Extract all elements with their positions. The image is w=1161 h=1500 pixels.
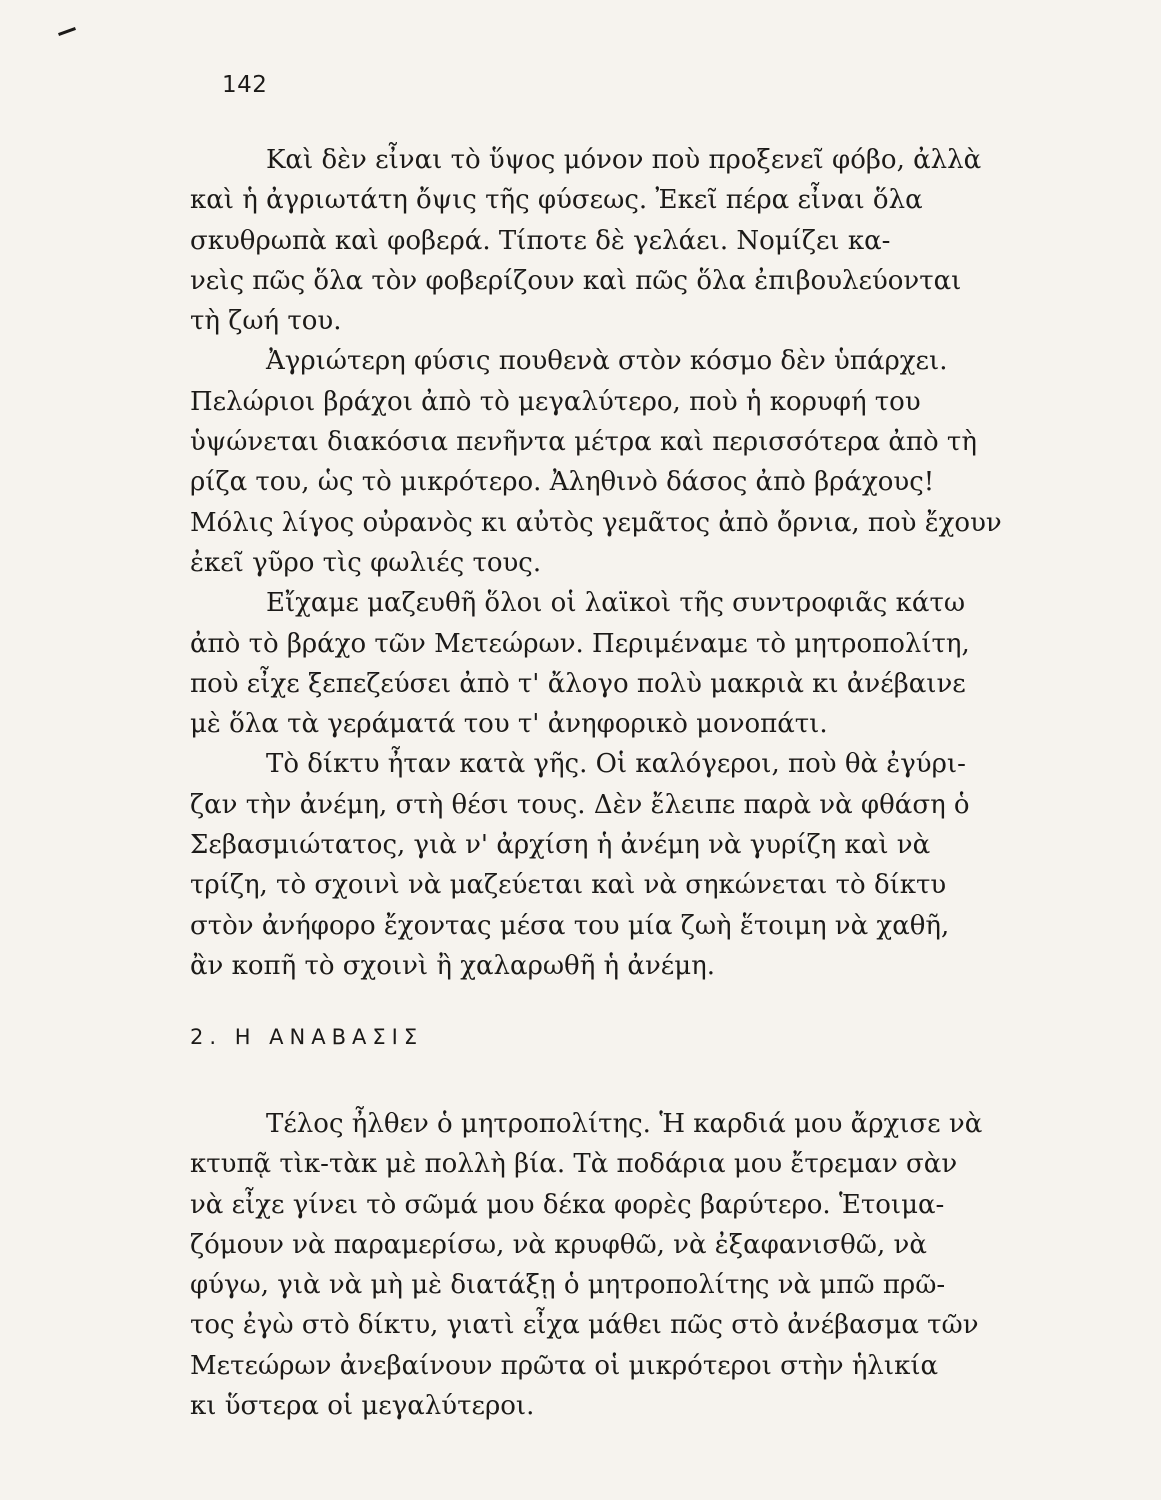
section-heading: 2. Η ΑΝΑΒΑΣΙΣ bbox=[190, 1025, 424, 1049]
text-line: Τὸ δίκτυ ἦταν κατὰ γῆς. Οἱ καλόγεροι, ποὺ θὰ ἐγύρι- bbox=[266, 749, 966, 780]
text-line: νὰ εἶχε γίνει τὸ σῶμά μου δέκα φορὲς βαρύτερο. Ἑτοιμα- bbox=[190, 1189, 945, 1220]
text-line: τος ἐγὼ στὸ δίκτυ, γιατὶ εἶχα μάθει πῶς στὸ ἀνέβασμα τῶν bbox=[190, 1310, 979, 1341]
text-line: καὶ ἡ ἀγριωτάτη ὄψις τῆς φύσεως. Ἐκεῖ πέρα εἶναι ὅλα bbox=[190, 185, 923, 216]
paragraph-3 bbox=[190, 583, 1032, 744]
text-line: ζαν τὴν ἀνέμη, στὴ θέσι τους. Δὲν ἔλειπε παρὰ νὰ φθάση ὁ bbox=[190, 789, 970, 820]
text-line: Εἴχαμε μαζευθῆ ὅλοι οἱ λαϊκοὶ τῆς συντροφιᾶς κάτω bbox=[266, 588, 966, 619]
text-line: ρίζα του, ὡς τὸ μικρότερο. Ἀληθινὸ δάσος ἀπὸ βράχους! bbox=[190, 467, 935, 498]
paragraph-1 bbox=[190, 140, 1032, 341]
text-line: Καὶ δὲν εἶναι τὸ ὕψος μόνον ποὺ προξενεῖ φόβο, ἀλλὰ bbox=[266, 145, 982, 175]
text-line: κι ὕστερα οἱ μεγαλύτεροι. bbox=[190, 1391, 535, 1422]
page-number: 142 bbox=[222, 72, 268, 98]
text-line: σκυθρωπὰ καὶ φοβερά. Τίποτε δὲ γελάει. Νομίζει κα- bbox=[190, 225, 891, 256]
text-line: ἐκεῖ γῦρο τὶς φωλιές τους. bbox=[190, 547, 542, 578]
text-line: φύγω, γιὰ νὰ μὴ μὲ διατάξῃ ὁ μητροπολίτης νὰ μπῶ πρῶ- bbox=[190, 1270, 946, 1301]
text-line: στὸν ἀνήφορο ἔχοντας μέσα του μία ζωὴ ἕτοιμη νὰ χαθῆ, bbox=[190, 910, 950, 941]
body-text-top bbox=[190, 140, 1032, 986]
text-line: Σεβασμιώτατος, γιὰ ν' ἀρχίση ἡ ἀνέμη νὰ γυρίζη καὶ νὰ bbox=[190, 830, 931, 861]
body-text-bottom bbox=[190, 1078, 1032, 1452]
text-line: Μόλις λίγος οὐρανὸς κι αὐτὸς γεμᾶτος ἀπὸ ὄρνια, ποὺ ἔχουν bbox=[190, 507, 1002, 538]
text-line: κτυπᾷ τὶκ-τὰκ μὲ πολλὴ βία. Τὰ ποδάρια μου ἔτρεμαν σὰν bbox=[190, 1149, 958, 1180]
text-line: μὲ ὅλα τὰ γεράματά του τ' ἀνηφορικὸ μονοπάτι. bbox=[190, 709, 828, 740]
text-line: Πελώριοι βράχοι ἀπὸ τὸ μεγαλύτερο, ποὺ ἡ κορυφή του bbox=[190, 386, 921, 417]
text-line: Μετεώρων ἀνεβαίνουν πρῶτα οἱ μικρότεροι στὴν ἡλικία bbox=[190, 1350, 939, 1381]
paragraph-5 bbox=[190, 1104, 1032, 1426]
text-line: τὴ ζωή του. bbox=[190, 306, 342, 337]
paragraph-4 bbox=[190, 744, 1032, 986]
text-line: Ἀγριώτερη φύσις πουθενὰ στὸν κόσμο δὲν ὑπάρχει. bbox=[266, 346, 948, 377]
stray-pen-mark bbox=[58, 27, 76, 36]
text-line: ὑψώνεται διακόσια πενῆντα μέτρα καὶ περισσότερα ἀπὸ τὴ bbox=[190, 427, 977, 458]
text-line: ἂν κοπῆ τὸ σχοινὶ ἢ χαλαρωθῆ ἡ ἀνέμη. bbox=[190, 950, 715, 981]
paragraph-2 bbox=[190, 341, 1032, 583]
text-line: τρίζη, τὸ σχοινὶ νὰ μαζεύεται καὶ νὰ σηκώνεται τὸ δίκτυ bbox=[190, 870, 947, 901]
text-line: ζόμουν νὰ παραμερίσω, νὰ κρυφθῶ, νὰ ἐξαφανισθῶ, νὰ bbox=[190, 1229, 927, 1260]
text-line: Τέλος ἦλθεν ὁ μητροπολίτης. Ἡ καρδιά μου ἄρχισε νὰ bbox=[266, 1109, 983, 1139]
text-line: ἀπὸ τὸ βράχο τῶν Μετεώρων. Περιμέναμε τὸ μητροπολίτη, bbox=[190, 628, 970, 659]
text-line: ποὺ εἶχε ξεπεζεύσει ἀπὸ τ' ἄλογο πολὺ μακριὰ κι ἀνέβαινε bbox=[190, 668, 966, 699]
text-line: νεὶς πῶς ὅλα τὸν φοβερίζουν καὶ πῶς ὅλα ἐπιβουλεύονται bbox=[190, 265, 962, 296]
